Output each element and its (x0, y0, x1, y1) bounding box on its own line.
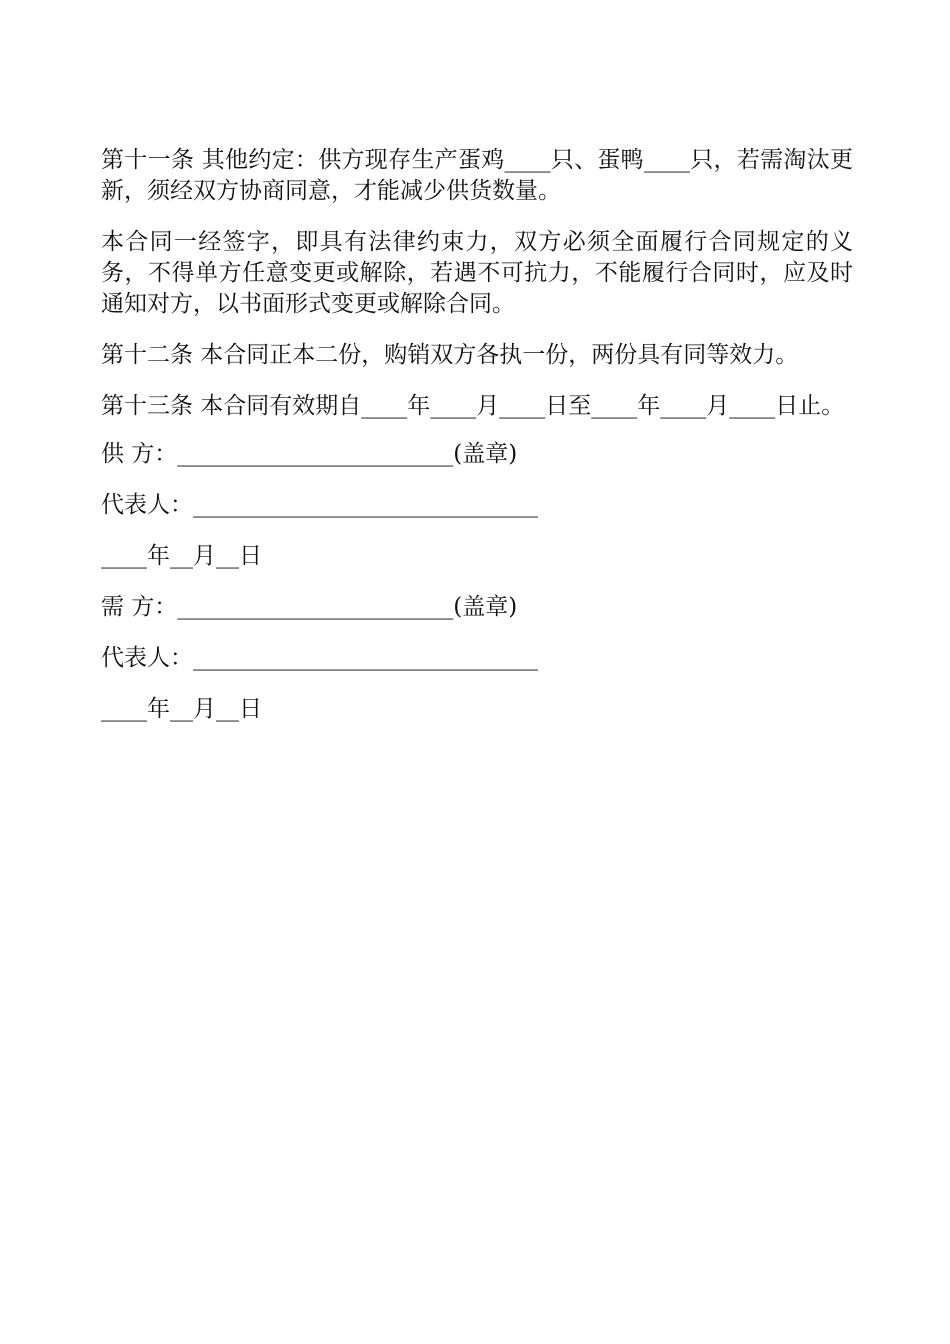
supplier-signature-block (101, 439, 853, 592)
signature-spacer (101, 674, 853, 694)
supplier-party-line: 供 方：________________________(盖章) (101, 441, 518, 467)
paragraph-spacer (101, 371, 853, 391)
signature-spacer (101, 521, 853, 541)
buyer-signature-block (101, 592, 853, 725)
document-page (101, 145, 853, 725)
paragraph-spacer (101, 320, 853, 340)
signature-spacer (101, 623, 853, 643)
article-13-paragraph: 第十三条 本合同有效期自____年____月____日至____年____月____日止。 (101, 393, 845, 419)
buyer-representative-line: 代表人：______________________________ (101, 645, 538, 671)
article-11-paragraph: 第十一条 其他约定：供方现存生产蛋鸡____只、蛋鸭____只，若需淘汰更新，须经双方协商同意，才能减少供货数量。 (101, 147, 853, 204)
binding-force-paragraph: 本合同一经签字，即具有法律约束力，双方必须全面履行合同规定的义务，不得单方任意变更或解除，若遇不可抗力，不能履行合同时，应及时通知对方，以书面形式变更或解除合同。 (101, 229, 853, 317)
supplier-representative-line: 代表人：______________________________ (101, 492, 538, 518)
buyer-date-line: ____年__月__日 (101, 696, 262, 722)
signature-spacer (101, 470, 853, 490)
signature-spacer (101, 572, 853, 592)
supplier-date-line: ____年__月__日 (101, 543, 262, 569)
article-12-paragraph: 第十二条 本合同正本二份，购销双方各执一份，两份具有同等效力。 (101, 342, 799, 368)
paragraph-spacer (101, 422, 853, 439)
paragraph-spacer (101, 207, 853, 227)
buyer-party-line: 需 方：________________________(盖章) (101, 594, 518, 620)
